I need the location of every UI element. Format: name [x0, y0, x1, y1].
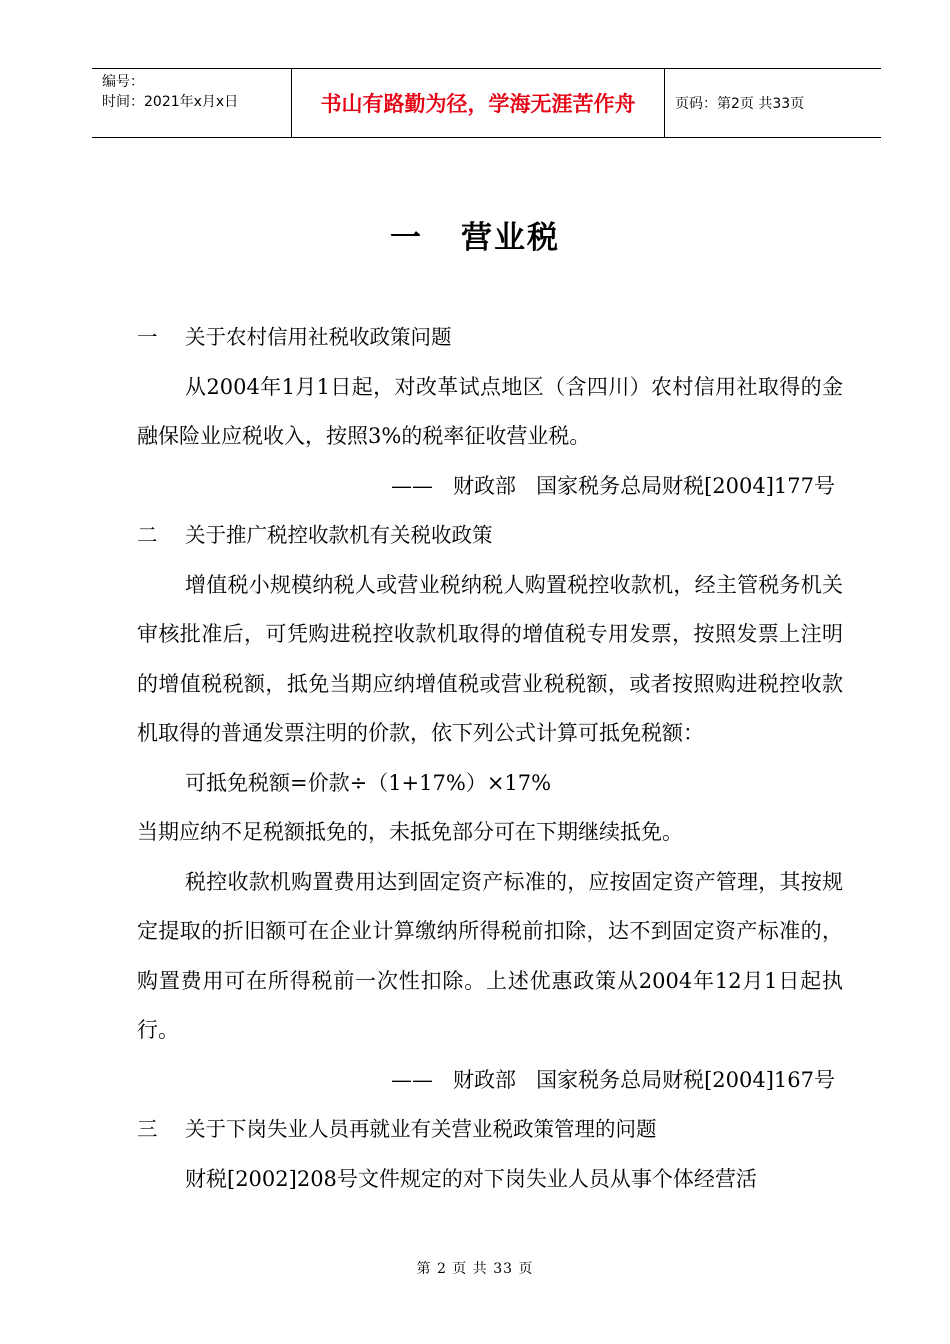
title-text: 营业税	[461, 220, 560, 256]
page-title	[0, 212, 950, 257]
document-number-label: 编号：	[102, 74, 144, 90]
section-heading	[137, 511, 843, 561]
paragraph: 财税[2002]208号文件规定的对下岗失业人员从事个体经营活	[185, 1166, 757, 1191]
header-meta	[92, 69, 292, 137]
paragraph: 从2004年1月1日起，对改革试点地区（含四川）农村信用社取得的金融保险业应税收入，按照3%的税率征收营业税。	[137, 374, 843, 448]
header-page-info: 页码：第2页 共33页	[675, 96, 805, 112]
document-time-label: 时间：2021年x月x日	[102, 94, 239, 110]
header-motto: 书山有路勤为径，学海无涯苦作舟	[292, 69, 665, 137]
citation: —— 财政部 国家税务总局财税[2004]177号	[391, 473, 835, 498]
section-title: 关于推广税控收款机有关税收政策	[185, 523, 493, 547]
section-heading	[137, 1105, 843, 1155]
section-title: 关于农村信用社税收政策问题	[185, 325, 452, 349]
section-number: 二	[137, 523, 158, 547]
title-number: 一	[390, 220, 423, 256]
document-body	[137, 313, 843, 1204]
citation: —— 财政部 国家税务总局财税[2004]167号	[391, 1067, 835, 1092]
paragraph: 当期应纳不足税额抵免的，未抵免部分可在下期继续抵免。	[137, 820, 683, 844]
section-title: 关于下岗失业人员再就业有关营业税政策管理的问题	[185, 1117, 657, 1141]
section-number: 三	[137, 1117, 158, 1141]
formula: 可抵免税额=价款÷（1+17%）×17%	[185, 770, 552, 795]
page-header	[92, 68, 881, 138]
section-number: 一	[137, 325, 158, 349]
page-footer: 第 2 页 共 33 页	[416, 1261, 534, 1277]
paragraph: 增值税小规模纳税人或营业税纳税人购置税控收款机，经主管税务机关审核批准后，可凭购进税控收款机取得的增值税专用发票，按照发票上注明的增值税税额，抵免当期应纳增值税或营业税税额，或者按照购进税控收款机取得的普通发票注明的价款，依下列公式计算可抵免税额：	[137, 572, 843, 745]
section-heading	[137, 313, 843, 363]
paragraph: 税控收款机购置费用达到固定资产标准的，应按固定资产管理，其按规定提取的折旧额可在企业计算缴纳所得税前扣除，达不到固定资产标准的，购置费用可在所得税前一次性扣除。上述优惠政策从2004年12月1日起执行。	[137, 869, 843, 1042]
